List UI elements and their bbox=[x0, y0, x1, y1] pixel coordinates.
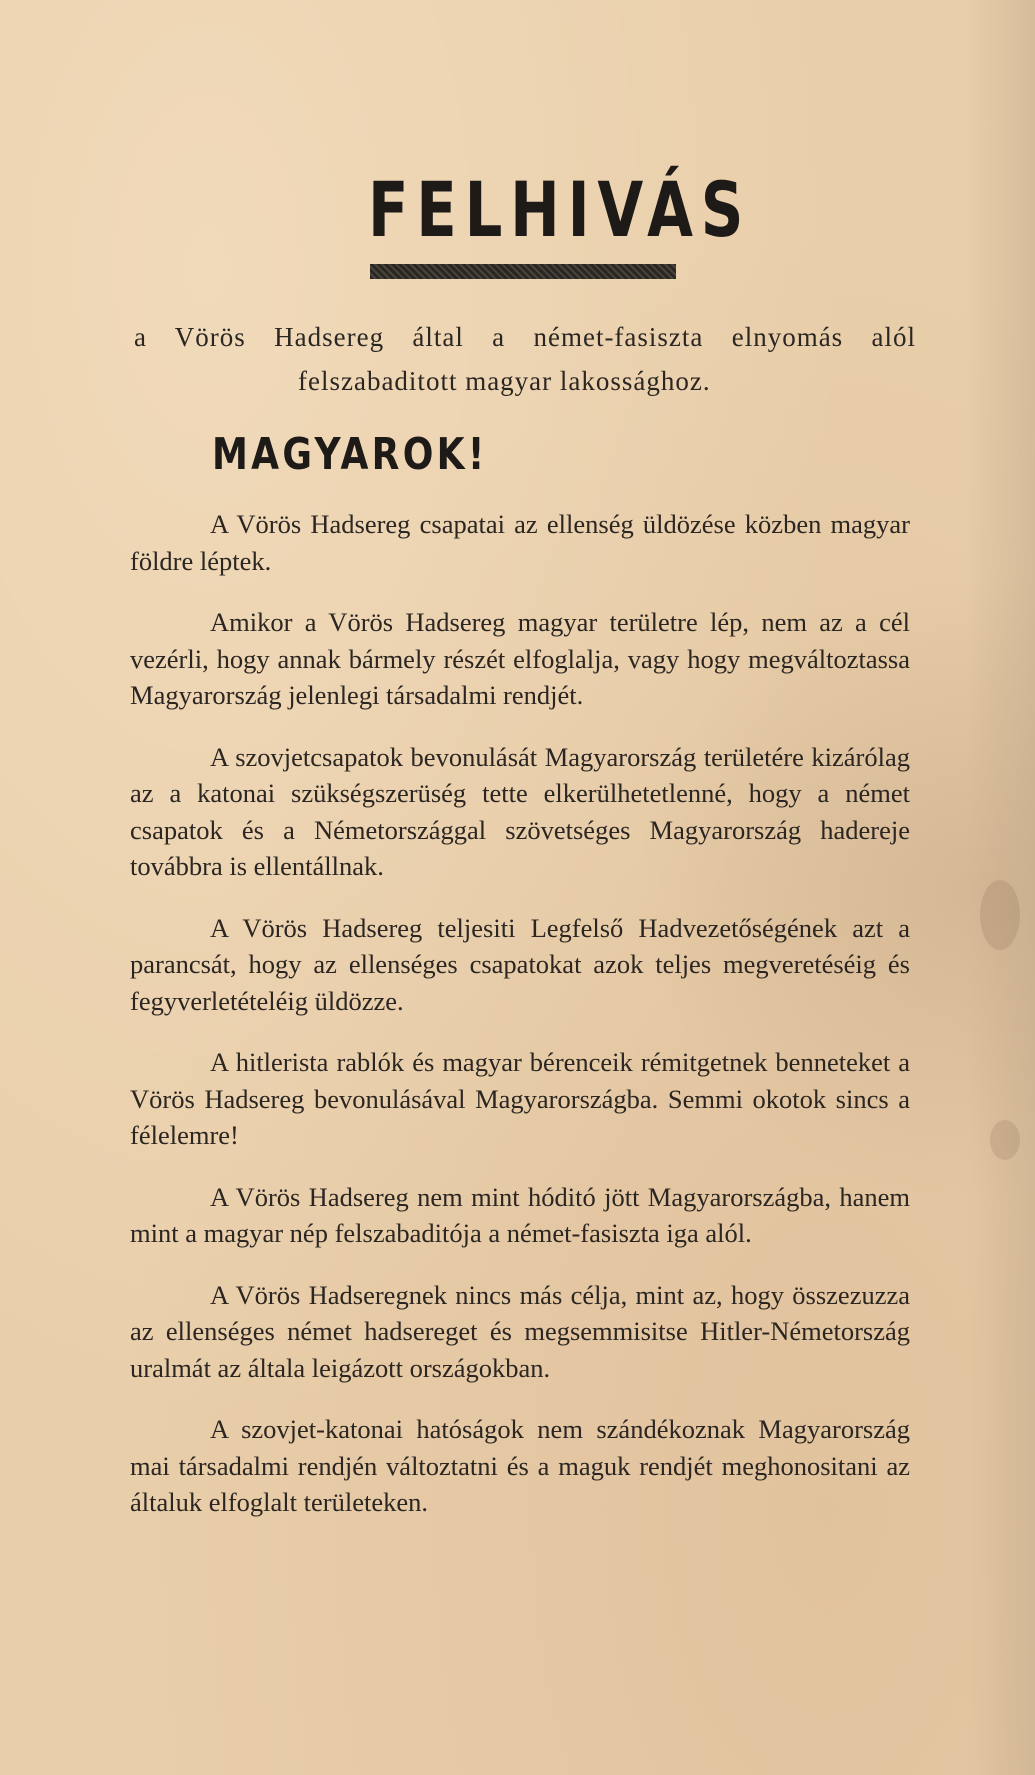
body-paragraph: A Vörös Hadsereg teljesiti Legfelső Hadvezetőségének azt a parancsát, hogy az ellenséges csapatokat azok teljes megveretéséig és fegyverletételéig üldözze. bbox=[130, 912, 910, 1016]
body-paragraph: A szovjetcsapatok bevonulását Magyarország területére kizárólag az a katonai szükségszerüség tette elkerülhetetlenné, hogy a német csapatok és a Németországgal szövetséges Magyarország haderejе továbbra is ellentállnak. bbox=[130, 741, 910, 881]
document-title: FELHIVÁS bbox=[368, 165, 752, 254]
body-paragraph: A hitlerista rablók és magyar bérenceik rémitgetnek benneteket a Vörös Hadsereg bevonulásával Magyarországba. Semmi okotok sincs a félelemre! bbox=[130, 1047, 910, 1150]
body-paragraph: A Vörös Hadseregnek nincs más célja, mint az, hogy összezuzza az ellenséges német hadsereget és megsemmisitse Hitler-Németország uralmát az általa leigázott országokban. bbox=[130, 1279, 910, 1383]
body-paragraph: Amikor a Vörös Hadsereg magyar területre lép, nem az a cél vezérli, hogy annak bármely részét elfoglalja, vagy hogy megváltoztassa Magyarország jelenlegi társadalmi rendjét. bbox=[130, 607, 910, 710]
body-paragraph: A Vörös Hadsereg csapatai az ellenség üldözése közben magyar földre léptek. bbox=[130, 509, 910, 576]
document-heading: MAGYAROK! bbox=[212, 429, 488, 480]
document-subtitle bbox=[134, 315, 916, 403]
body-paragraph: A szovjet-katonai hatóságok nem szándékoznak Magyarország mai társadalmi rendjén változtatni és a maguk rendjét meghonositani az általuk elfoglalt területeken. bbox=[130, 1414, 910, 1517]
title-underline bbox=[370, 264, 676, 279]
paper-stain bbox=[990, 1120, 1020, 1160]
paper-stain bbox=[980, 880, 1020, 950]
body-paragraph: A Vörös Hadsereg nem mint hóditó jött Magyarországba, hanem mint a magyar nép felszabaditója a német-fasiszta iga alól. bbox=[130, 1181, 910, 1248]
document-body bbox=[130, 506, 910, 1521]
subtitle-line-2: felszabaditott magyar lakossághoz. bbox=[298, 366, 711, 396]
subtitle-line-1: a Vörös Hadsereg által a német-fasiszta elnyomás alól bbox=[134, 322, 916, 352]
